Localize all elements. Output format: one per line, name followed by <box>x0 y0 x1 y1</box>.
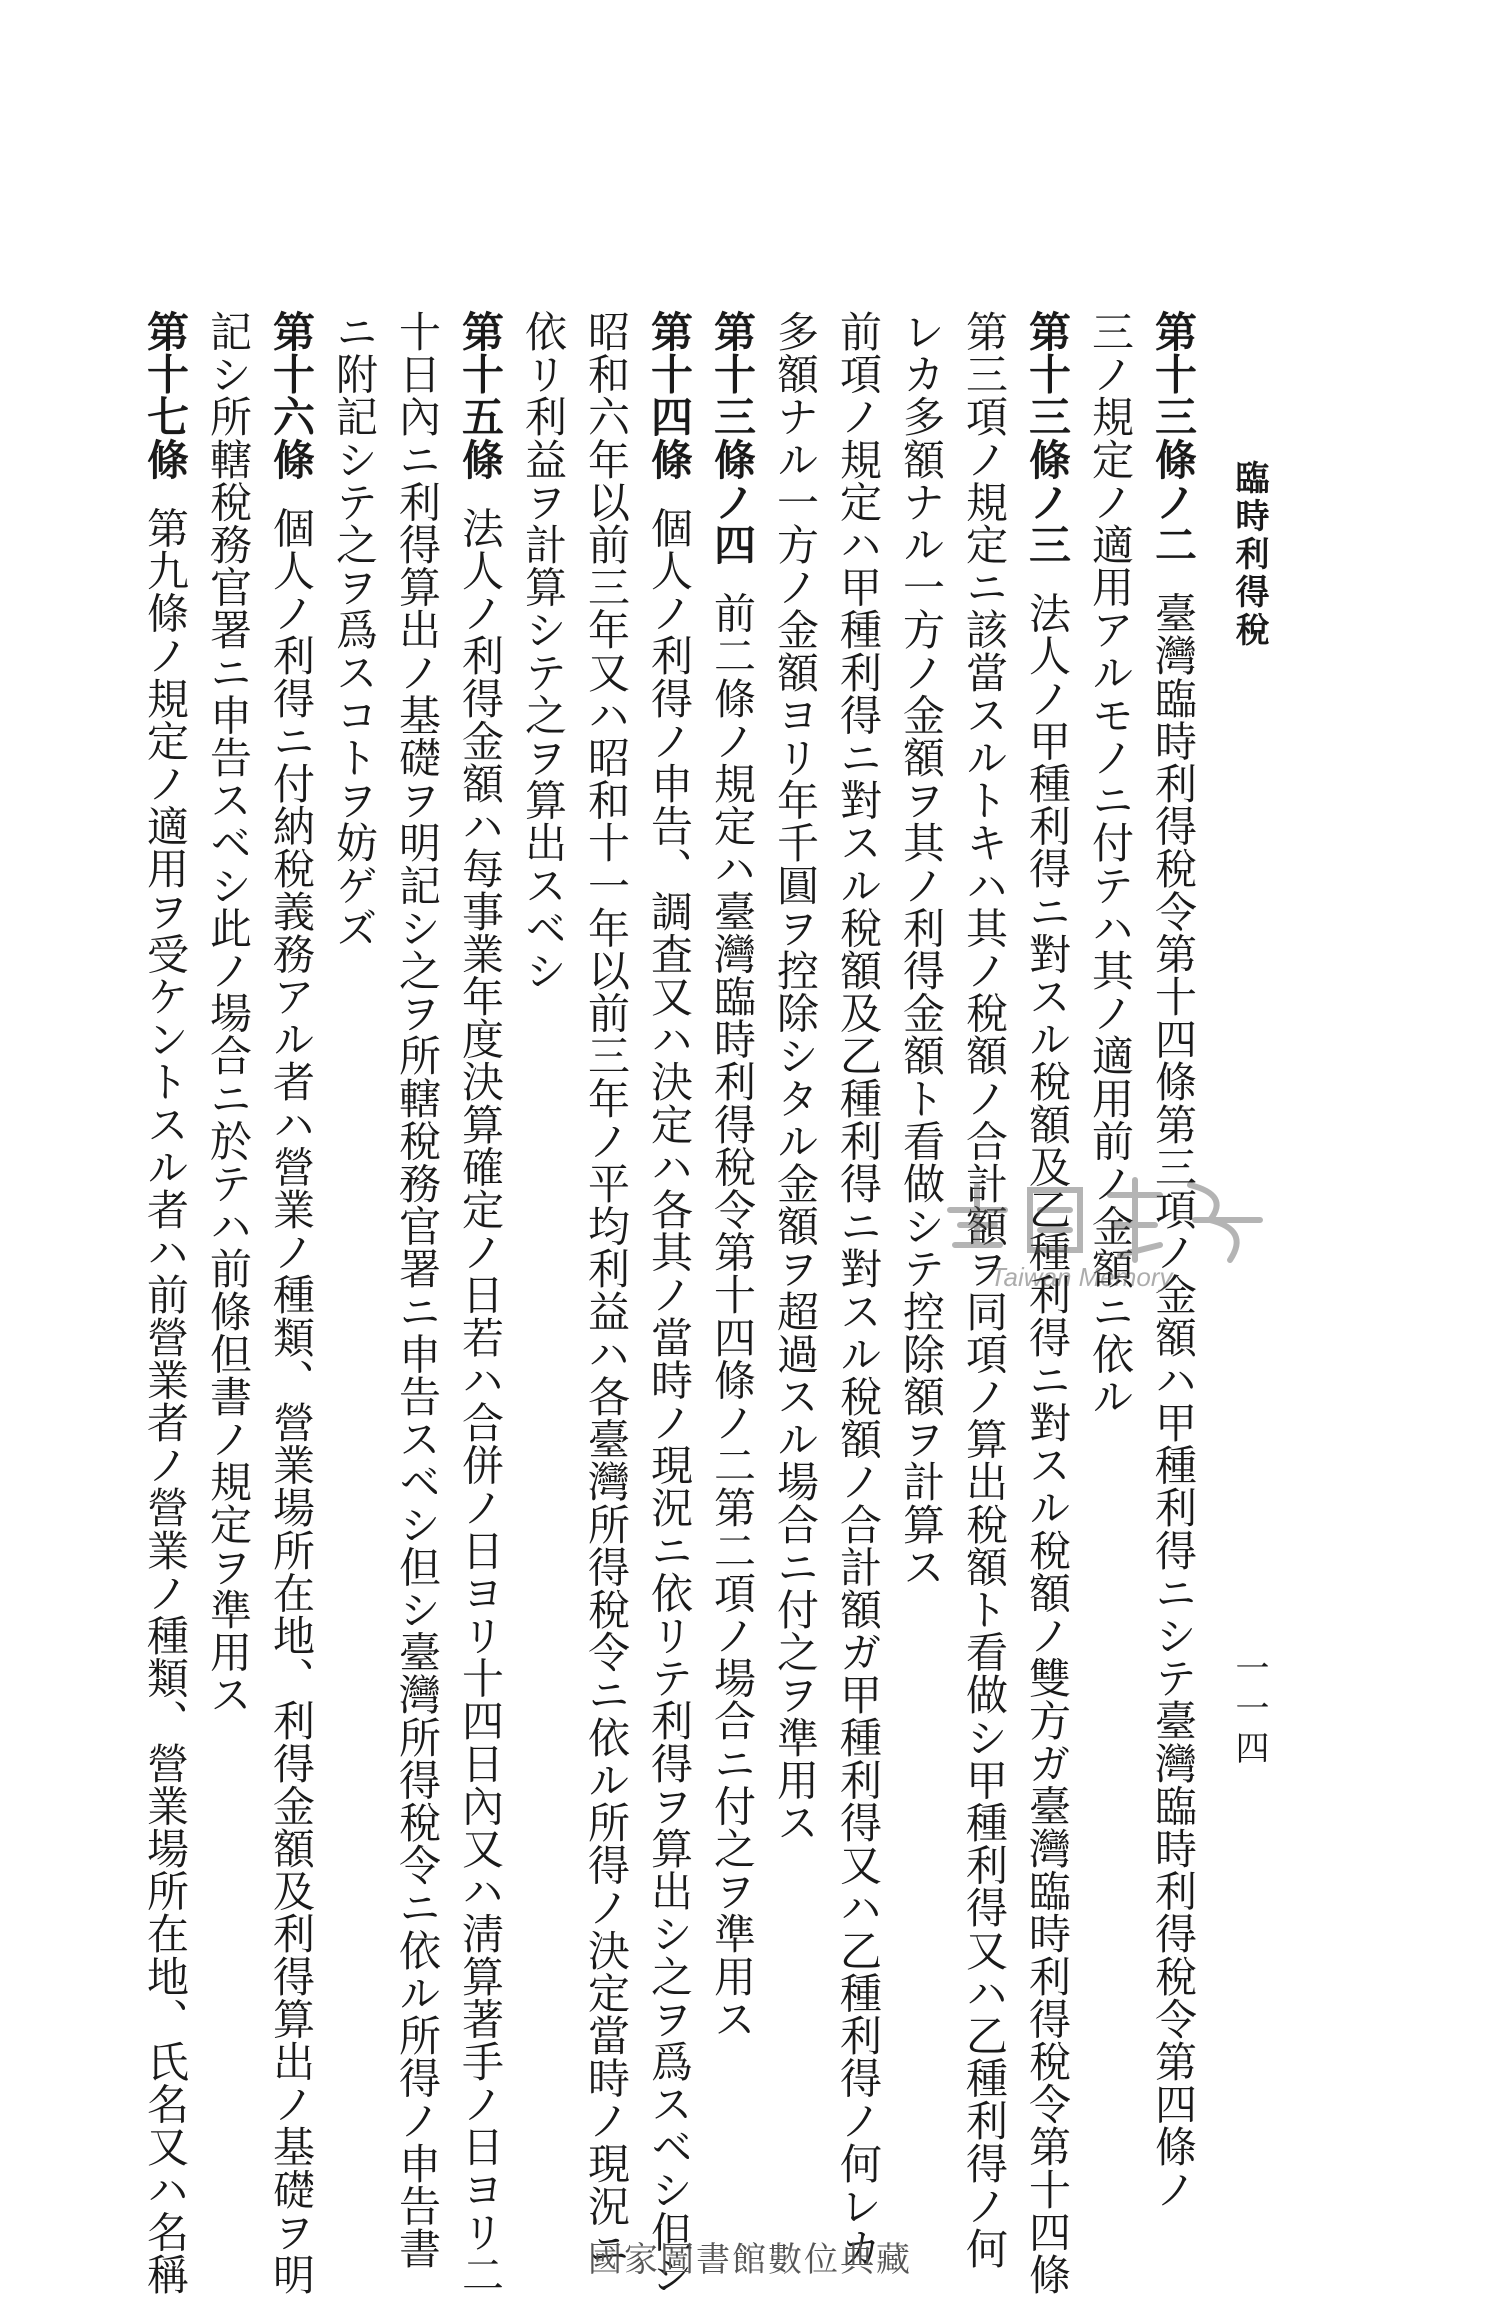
text-line: 多額ナル一方ノ金額ヨリ年千圓ヲ控除シタル金額ヲ超過スル場合ニ付之ヲ準用ス <box>771 310 820 1844</box>
text-line: 依リ利益ヲ計算シテ之ヲ算出スベシ <box>519 310 568 992</box>
text-line: 三ノ規定ノ適用アルモノニ付テハ其ノ適用前ノ金額ニ依ル <box>1086 310 1135 1418</box>
text-line <box>260 310 323 2296</box>
article-text: 個人ノ利得ニ付納稅義務アル者ハ營業ノ種類、營業場所在地、利得金額及利得算出ノ基礎ヲ明 <box>267 506 316 2296</box>
article-heading: 第十五條 <box>456 310 505 481</box>
article-heading: 第十六條 <box>267 310 316 481</box>
taiwan-memory-watermark <box>930 1150 1290 1330</box>
article-heading: 第十三條ノ二 <box>1149 310 1198 566</box>
text-line: 十日內ニ利得算出ノ基礎ヲ明記シ之ヲ所轄稅務官署ニ申告スベシ但シ臺灣所得稅令ニ依ル所得ノ申告書 <box>393 310 442 2270</box>
article-text: 法人ノ甲種利得ニ對スル稅額及乙種利得ニ對スル稅額ノ雙方ガ臺灣臨時利得稅令第十四條 <box>1023 591 1072 2296</box>
text-line <box>449 310 512 2296</box>
footer-credit: 國家圖書館數位典藏 <box>588 2240 912 2280</box>
text-line: 第三項ノ規定ニ該當スルトキハ其ノ稅額ノ合計額ヲ同項ノ算出稅額ト看做シ甲種利得又ハ乙種利得ノ何 <box>960 310 1009 2270</box>
watermark-logo-icon <box>930 1150 1290 1330</box>
article-heading: 第十三條ノ四 <box>708 310 757 566</box>
text-line: 前項ノ規定ハ甲種利得ニ對スル稅額及乙種利得ニ對スル稅額ノ合計額ガ甲種利得又ハ乙種利得ノ何レカ <box>834 310 883 2270</box>
text-line <box>638 310 701 2296</box>
running-header-title: 臨時利得稅 <box>1229 460 1269 650</box>
text-line: 記シ所轄稅務官署ニ申告スベシ此ノ場合ニ於テハ前條但書ノ規定ヲ準用ス <box>204 310 253 1716</box>
article-heading: 第十四條 <box>645 310 694 481</box>
article-text: 法人ノ利得金額ハ每事業年度決算確定ノ日若ハ合併ノ日ヨリ十四日內又ハ淸算著手ノ日ヨリ二 <box>456 506 505 2296</box>
text-line: ニ附記シテ之ヲ爲スコトヲ妨ゲズ <box>330 310 379 949</box>
text-line <box>134 310 197 2296</box>
article-heading: 第十三條ノ三 <box>1023 310 1072 566</box>
text-line <box>701 310 764 2090</box>
text-line: レカ多額ナル一方ノ金額ヲ其ノ利得金額ト看做シテ控除額ヲ計算ス <box>897 310 946 1588</box>
text-line: 昭和六年以前三年又ハ昭和十一年以前三年ノ平均利益ハ各臺灣所得稅令ニ依ル所得ノ決定當時ノ現況ニ <box>582 310 631 2270</box>
article-text: 臺灣臨時利得稅令第十四條第三項ノ金額ハ甲種利得ニシテ臺灣臨時利得稅令第四條ノ <box>1149 591 1198 2211</box>
article-heading: 第十七條 <box>141 310 190 481</box>
article-text: 第九條ノ規定ノ適用ヲ受ケントスル者ハ前營業者ノ營業ノ種類、營業場所在地、氏名又ハ名稱 <box>141 506 190 2296</box>
page-number: 一一四 <box>1229 1650 1269 1770</box>
article-text: 個人ノ利得ノ申告、調査又ハ決定ハ各其ノ當時ノ現況ニ依リテ利得ヲ算出シ之ヲ爲スベシ但シ <box>645 506 694 2296</box>
article-text: 前二條ノ規定ハ臺灣臨時利得稅令第十四條ノ二第二項ノ場合ニ付之ヲ準用ス <box>708 591 757 2041</box>
watermark-caption: Taiwan Memory <box>990 1262 1173 1292</box>
